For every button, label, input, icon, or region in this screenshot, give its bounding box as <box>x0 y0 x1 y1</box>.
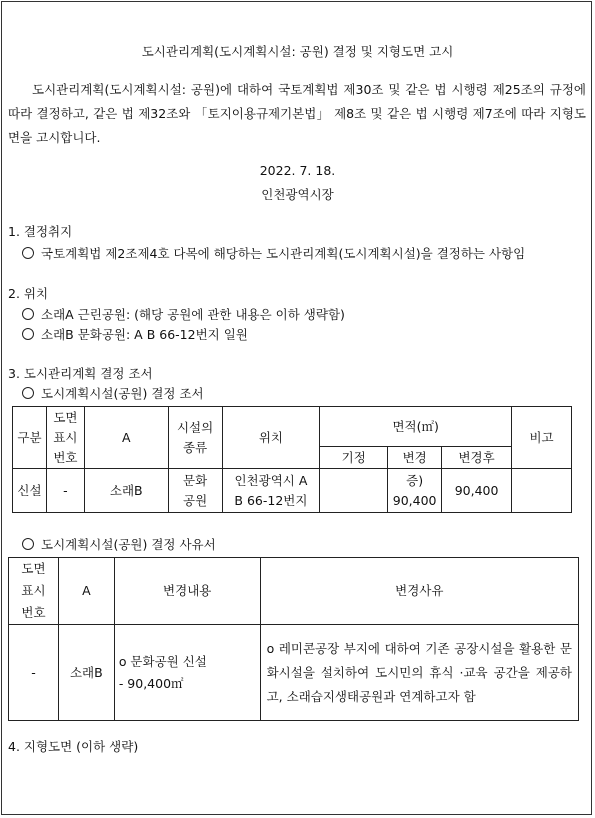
header-remark: 비고 <box>512 407 572 469</box>
header-change: 변경 <box>388 447 442 469</box>
cell-facility: 문화 공원 <box>168 469 222 513</box>
cell-type: 신설 <box>13 469 47 513</box>
cell-change: 증) 90,400 <box>388 469 442 513</box>
header-a: A <box>84 407 168 469</box>
cell-reason: o 레미콘공장 부지에 대하여 기존 공장시설을 활용한 문화시설을 설치하여 도시민의 휴식 ·교육 공간을 제공하고, 소래습지생태공원과 연계하고자 함 <box>260 625 578 721</box>
reason-table <box>8 557 579 721</box>
section-4-heading: 4. 지형도면 (이하 생략) <box>8 739 139 754</box>
circle-bullet-icon <box>22 538 34 550</box>
header-type: 구분 <box>13 407 47 469</box>
circle-bullet-icon <box>22 247 34 259</box>
cell-after: 90,400 <box>442 469 512 513</box>
cell-map-no: - <box>46 469 84 513</box>
circle-bullet-icon <box>22 387 34 399</box>
section-2-item-1: 소래A 근린공원: (해당 공원에 관한 내용은 이하 생략함) <box>22 305 345 323</box>
section-2-item-2: 소래B 문화공원: A B 66-12번지 일원 <box>22 325 248 343</box>
cell-location: 인천광역시 A B 66-12번지 <box>222 469 320 513</box>
section-3-sub-2: 도시계획시설(공원) 결정 사유서 <box>22 535 216 553</box>
section-2-heading: 2. 위치 <box>8 286 49 301</box>
header-map-no: 도면 표시 번호 <box>46 407 84 469</box>
table-row <box>13 469 572 513</box>
cell-a: 소래B <box>84 469 168 513</box>
notice-date: 2022. 7. 18. <box>259 163 336 178</box>
header-location: 위치 <box>222 407 320 469</box>
issuer: 인천광역시장 <box>261 187 334 202</box>
header-facility: 시설의 종류 <box>168 407 222 469</box>
header-map-no: 도면 표시 번호 <box>9 558 59 625</box>
circle-bullet-icon <box>22 328 34 340</box>
section-3-heading: 3. 도시관리계획 결정 조서 <box>8 366 153 381</box>
header-content: 변경내용 <box>114 558 260 625</box>
section-1-heading: 1. 결정취지 <box>8 224 73 239</box>
section-1-item: 국토계획법 제2조제4호 다목에 해당하는 도시관리계획(도시계획시설)을 결정하는 사항임 <box>22 244 525 262</box>
table-row <box>9 625 579 721</box>
cell-a: 소래B <box>58 625 114 721</box>
header-area: 면적(㎡) <box>320 407 512 447</box>
cell-map-no: - <box>9 625 59 721</box>
cell-content: o 문화공원 신설 - 90,400㎡ <box>114 625 260 721</box>
header-existing: 기정 <box>320 447 388 469</box>
notice-title: 도시관리계획(도시계획시설: 공원) 결정 및 지형도면 고시 <box>141 44 454 59</box>
section-3-sub-1: 도시계획시설(공원) 결정 조서 <box>22 384 204 402</box>
decision-table <box>12 406 572 513</box>
circle-bullet-icon <box>22 308 34 320</box>
cell-existing <box>320 469 388 513</box>
intro-paragraph: 도시관리계획(도시계획시설: 공원)에 대하여 국토계획법 제30조 및 같은 법 시행령 제25조의 규정에 따라 결정하고, 같은 법 제32조와 「토지이용규제기본법」 제8조 및 같은 법 시행령 제7조에 따라 지형도면을 고시합니다. <box>8 82 586 145</box>
header-reason: 변경사유 <box>260 558 578 625</box>
cell-remark <box>512 469 572 513</box>
header-after: 변경후 <box>442 447 512 469</box>
header-a: A <box>58 558 114 625</box>
